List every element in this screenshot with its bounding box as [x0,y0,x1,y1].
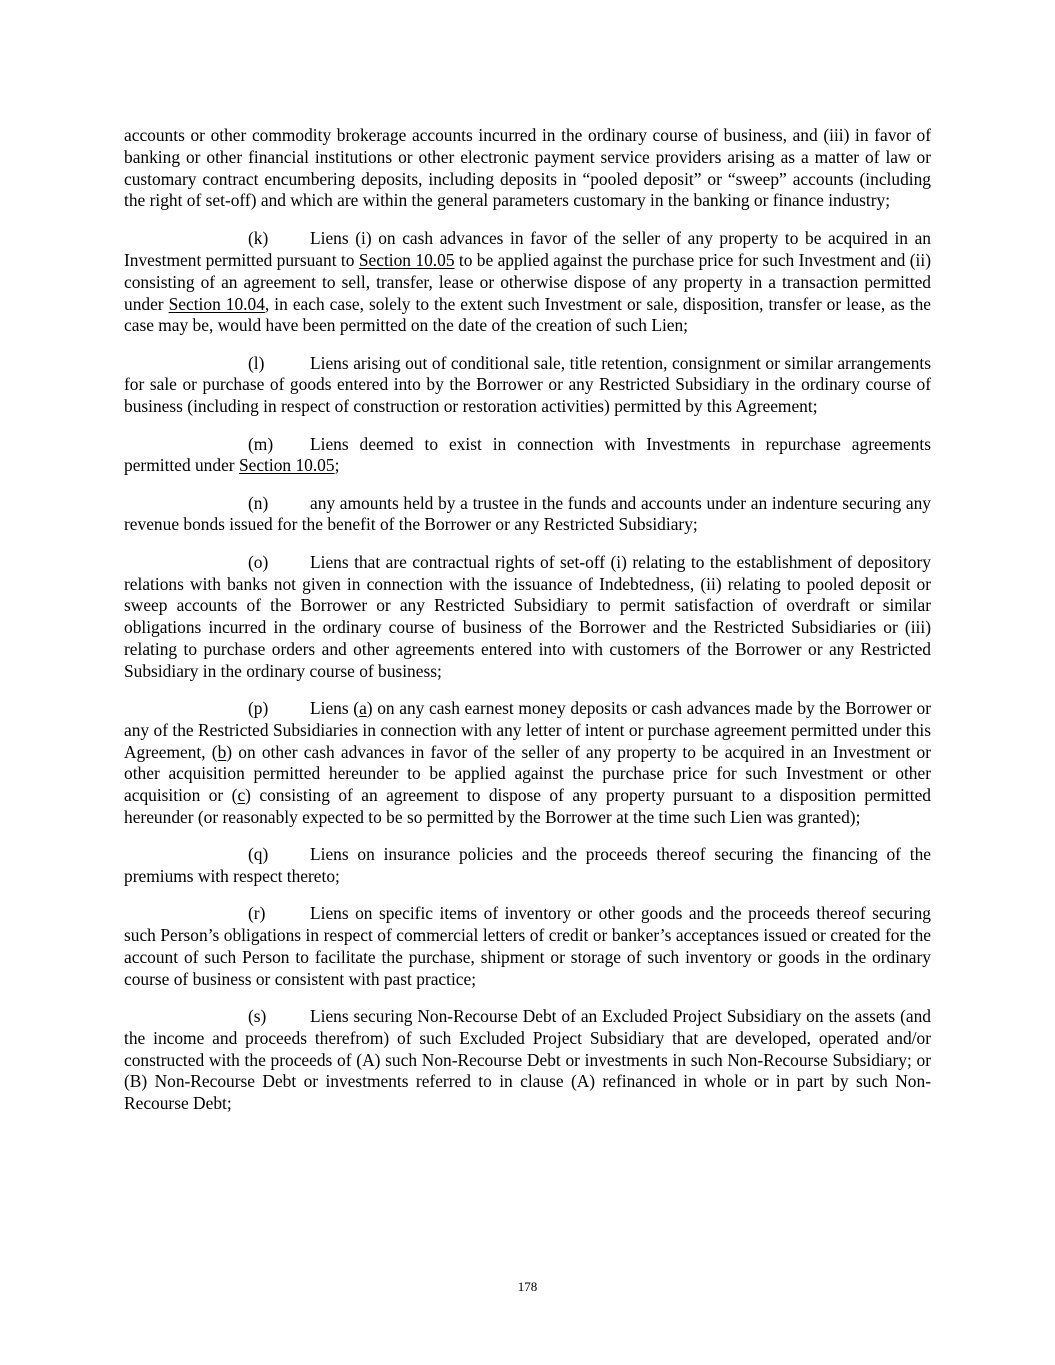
paragraph-text: ) consisting of an agreement to dispose of any property pursuant to a disposition permitted hereunder (or reasonably expected to be so permitted by the Borrower at the time such Lien was granted); [124,785,931,828]
clause-label: (m) [248,433,274,454]
paragraph-s [124,1006,931,1115]
paragraph-text: ) on other cash advances in favor of the seller of any property to be acquired in an Investment or other acquisition permitted hereunder to be applied against the purchase price for such Investment or other acquisition or ( [124,741,932,806]
page-number: 178 [517,1279,538,1294]
clause-label: (s) [248,1006,267,1027]
paragraph-n [124,493,931,537]
document-page [124,125,931,1131]
subclause-marker: b [217,741,227,762]
paragraph-text: Liens that are contractual rights of set-off (i) relating to the establishment of depository relations with banks not given in connection with the issuance of Indebtedness, (ii) relating to pooled deposit or sweep accounts of the Borrower or any Restricted Subsidiary to permit satisfaction of overdraft or similar obligations incurred in the ordinary course of business of the Borrower and the Restricted Subsidiaries or (iii) relating to purchase orders and other agreements entered into with customers of the Borrower or any Restricted Subsidiary in the ordinary course of business; [124,551,931,681]
section-reference-link: Section 10.05 [358,249,455,270]
clause-label: (o) [248,551,269,572]
paragraph-m [124,434,931,478]
paragraph-text: Liens on specific items of inventory or other goods and the proceeds thereof securing such Person’s obligations in respect of commercial letters of credit or banker’s acceptances issued or created for the account of such Person to facilitate the purchase, shipment or storage of such inventory or goods in the ordinary course of business or consistent with past practice; [124,903,931,989]
paragraph-text: ) on any cash earnest money deposits or cash advances made by the Borrower or any of the Restricted Subsidiaries in connection with any letter of intent or purchase agreement permitted under this Agreement, ( [124,698,931,762]
paragraph-text: Liens on insurance policies and the proceeds thereof securing the financing of the premiums with respect thereto; [124,844,931,887]
paragraph-o [124,552,931,683]
subclause-marker: c [237,785,246,806]
paragraph-p [124,698,931,829]
paragraph-text: Liens ( [310,698,360,719]
paragraph-text: any amounts held by a trustee in the funds and accounts under an indenture securing any revenue bonds issued for the benefit of the Borrower or any Restricted Subsidiary; [124,492,931,535]
paragraph-text: ; [334,455,340,476]
clause-label: (k) [248,228,269,249]
paragraph-k [124,228,931,337]
clause-label: (n) [248,492,269,513]
paragraph-text: , in each case, solely to the extent such Investment or sale, disposition, transfer or lease, as the case may be, would have been permitted on the date of the creation of such Lien; [124,293,931,336]
clause-label: (l) [248,352,265,373]
section-reference-link: Section 10.05 [238,455,335,476]
paragraph-r [124,903,931,990]
paragraph-continuation [124,125,931,212]
paragraph-text: Liens securing Non-Recourse Debt of an Excluded Project Subsidiary on the assets (and the income and proceeds therefrom) of such Excluded Project Subsidiary that are developed, operated and/or constructed with the proceeds of (A) such Non-Recourse Debt or investments in such Non-Recourse Subsidiary; or (B) Non-Recourse Debt or investments referred to in clause (A) refinanced in whole or in part by such Non-Recourse Debt; [124,1006,931,1114]
clause-label: (r) [248,903,266,924]
paragraph-text: to be applied against the purchase price for such Investment and (ii) consisting of an agreement to sell, transfer, lease or otherwise dispose of any property in a transaction permitted under [124,249,931,314]
section-reference-link: Section 10.04 [168,293,265,314]
clause-label: (p) [248,698,269,719]
paragraph-text: Liens deemed to exist in connection with Investments in repurchase agreements permitted under [124,433,931,476]
subclause-marker: a [359,698,367,719]
paragraph-l [124,353,931,418]
paragraph-text: Liens (i) on cash advances in favor of the seller of any property to be acquired in an Investment permitted pursuant to [124,228,931,270]
paragraph-text: accounts or other commodity brokerage accounts incurred in the ordinary course of business, and (iii) in favor of banking or other financial institutions or other electronic payment service providers arising as a matter of law or customary contract encumbering deposits, including deposits in “pooled deposit” or “sweep” accounts (including the right of set-off) and which are within the general parameters customary in the banking or finance industry; [124,125,931,211]
clause-label: (q) [248,844,269,865]
paragraph-text: Liens arising out of conditional sale, title retention, consignment or similar arrangements for sale or purchase of goods entered into by the Borrower or any Restricted Subsidiary in the ordinary course of business (including in respect of construction or restoration activities) permitted by this Agreement; [124,352,931,417]
paragraph-q [124,844,931,888]
